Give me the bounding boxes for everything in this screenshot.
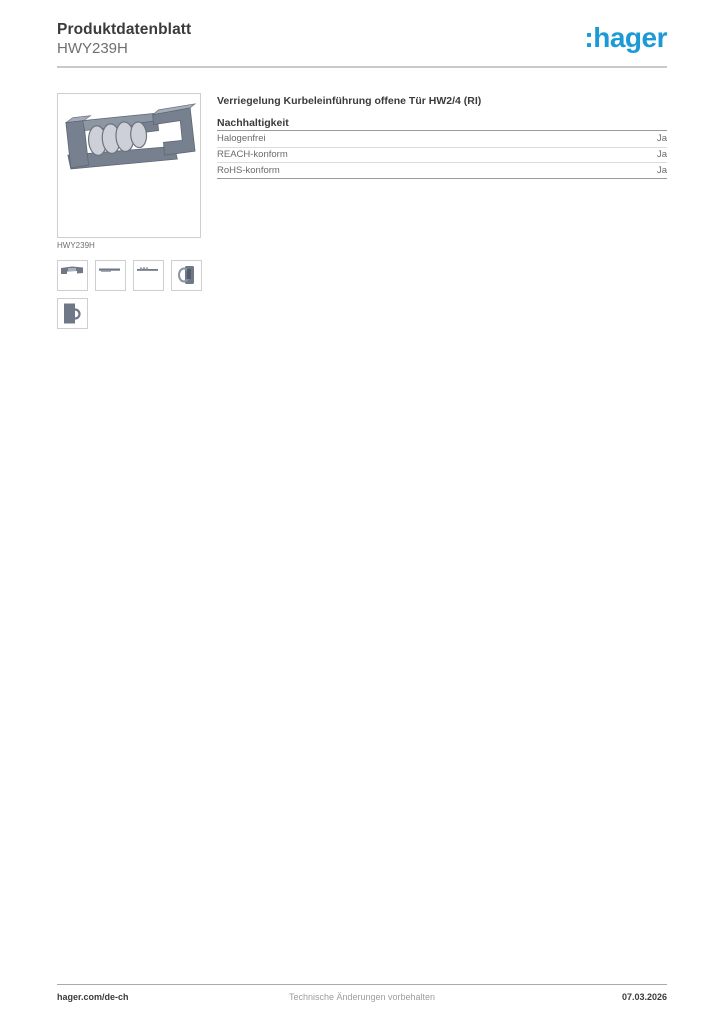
thumbnail-side-flat-view — [95, 260, 126, 291]
product-image-caption: HWY239H — [57, 241, 95, 250]
sustainability-table — [217, 130, 667, 179]
spec-label: REACH-konform — [217, 149, 288, 161]
spec-value: Ja — [656, 164, 667, 176]
spec-value: Ja — [656, 133, 667, 145]
thumbnail-end-hook-view — [57, 298, 88, 329]
product-title: Verriegelung Kurbeleinführung offene Tür HW2/4 (RI) — [217, 95, 482, 107]
section-heading-nachhaltigkeit: Nachhaltigkeit — [217, 117, 289, 129]
thumbnail-top-view — [57, 260, 88, 291]
thumbnail-side-spring-view — [133, 260, 164, 291]
footer-divider — [57, 984, 667, 985]
document-title: Produktdatenblatt — [57, 21, 192, 38]
thumbnail-end-ring-view — [171, 260, 202, 291]
spec-label: RoHS-konform — [217, 164, 280, 176]
table-row — [217, 162, 667, 178]
table-row — [217, 147, 667, 163]
footer-website-link[interactable]: hager.com/de-ch — [57, 992, 129, 1002]
hager-logo: :hager — [584, 22, 667, 53]
end-hook-view-icon — [58, 299, 87, 328]
footer-date: 07.03.2026 — [621, 992, 667, 1002]
header-divider — [57, 66, 667, 68]
product-code-header: HWY239H — [57, 40, 128, 57]
product-main-image — [57, 93, 201, 238]
side-spring-view-icon — [134, 261, 163, 290]
spec-value: Ja — [656, 149, 667, 161]
top-view-icon — [58, 261, 87, 290]
side-flat-view-icon — [96, 261, 125, 290]
latch-spring-render-image — [58, 94, 200, 237]
end-ring-view-icon — [172, 261, 201, 290]
table-row — [217, 131, 667, 147]
footer-disclaimer: Technische Änderungen vorbehalten — [288, 992, 436, 1002]
spec-label: Halogenfrei — [217, 133, 266, 145]
